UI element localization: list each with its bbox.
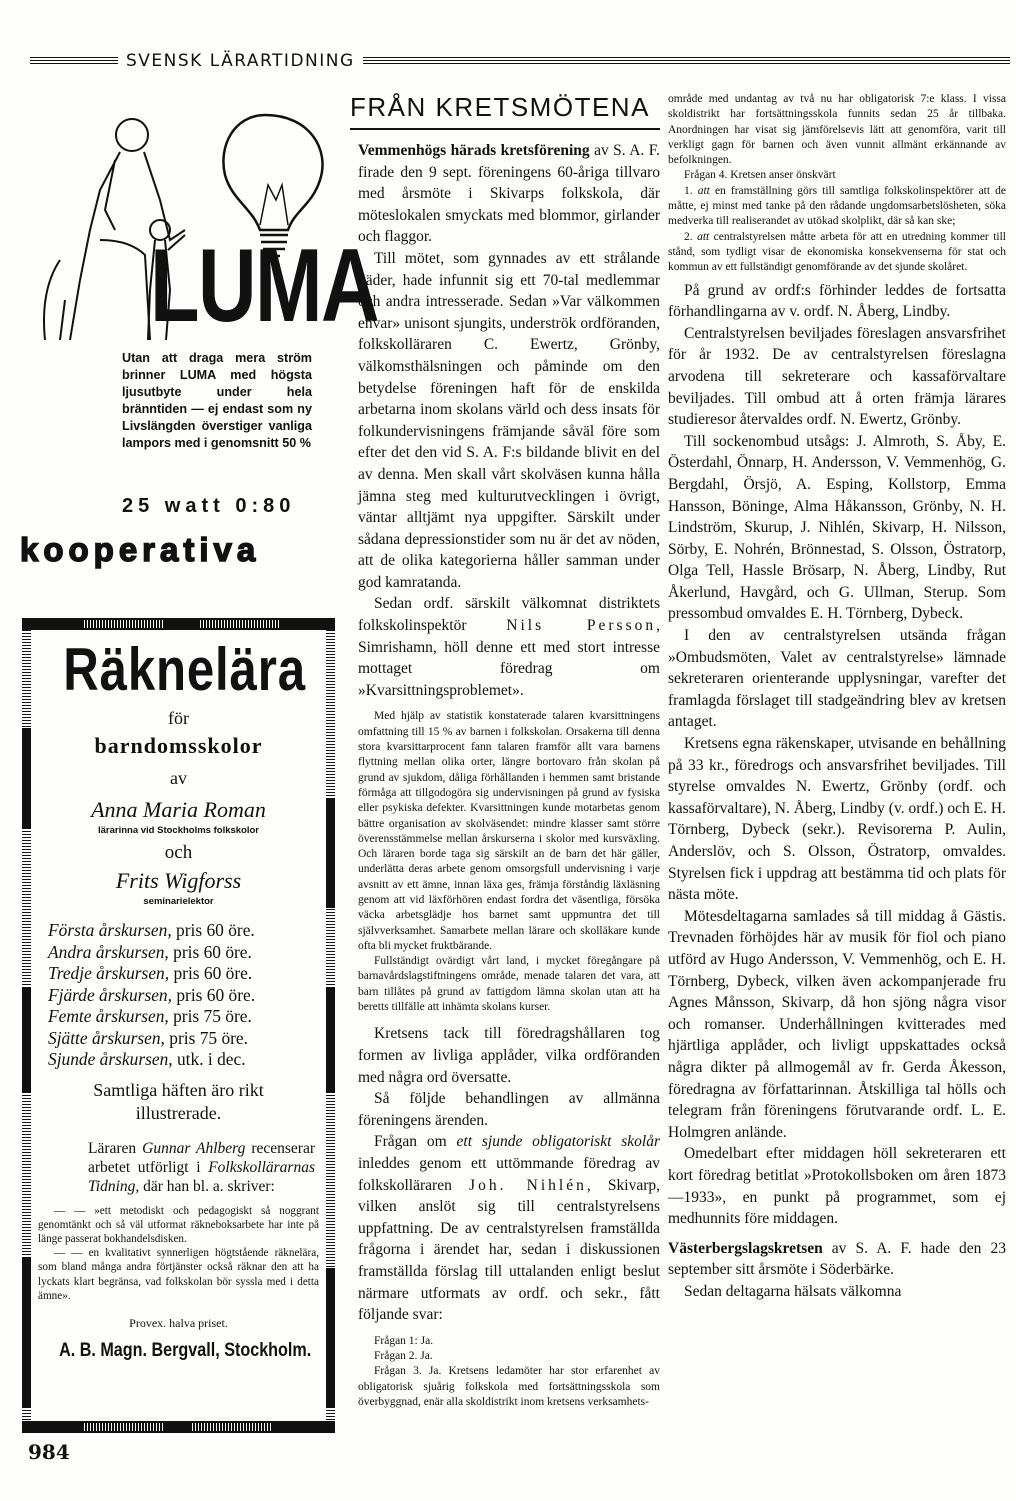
sample-offer: Provex. halva priset. <box>129 1315 228 1330</box>
paragraph: Så följde behandlingen av allmänna föreningens ärenden. <box>358 1090 660 1129</box>
luma-description: Utan att draga mera ström brinner LUMA med högsta ljusutbyte under hela bränntiden — ej endast som ny Livslängden överstiger vanliga lampors med i genomsnitt 50 % <box>122 351 312 450</box>
course-item: Första årskursen, pris 60 öre. <box>48 920 255 940</box>
paragraph: Kretsens egna räkenskaper, utvisande en behållning på 33 kr., föredrogs och ansvarsfrihet beviljades. Till styrelse omvaldes N. Ewertz, Grönby (ordf. och kassaförvaltare), N. Åberg, Lindby (v. ordf.) och E. H. Törnberg, Dybeck (sekr.). Revisorerna P. Aulin, Anderslöv, och S. Olsson, Östratorp, omvaldes. Styrelsen fick i uppdrag att bestämma tid och plats för nästa möte. <box>668 735 1006 904</box>
author-role: lärarinna vid Stockholms folkskolor <box>97 825 260 836</box>
ad-border-block <box>22 1258 31 1408</box>
article-column-middle <box>358 140 660 1410</box>
paragraph: Vemmenhögs härads kretsförening av S. A. F. firade den 9 sept. föreningens 60-åriga tillvaro med årsmöte i Skivarps folkskola, där möteslokalen smyckats med blommor, girlander och flaggor. <box>358 142 660 246</box>
author-name: Anna Maria Roman <box>91 797 266 822</box>
section-title: FRÅN KRETSMÖTENA <box>350 92 650 122</box>
paragraph: I den av centralstyrelsen utsända frågan »Ombudsmöten, Valet av centralstyrelse» lämnade sekreteraren orienterande upplysningar, varefter det framlagda förslaget till stadgeändring blev av kretsen antaget. <box>668 627 1006 731</box>
ad-border-block <box>22 988 31 1093</box>
ad-for: för <box>168 708 189 728</box>
ad-title: Räknelära <box>63 636 306 703</box>
raknelara-advertisement <box>22 618 335 1433</box>
ad-border-block <box>326 988 335 1093</box>
publisher: A. B. Magn. Bergvall, Stockholm. <box>59 1339 312 1361</box>
ad-subtitle: barndomsskolor <box>94 733 263 758</box>
illustrated-note: Samtliga häften äro rikt illustrerade. <box>93 1079 264 1123</box>
paragraph: Till mötet, som gynnades av ett strålande väder, hade infunnit sig ett 70-tal medlemmar och andra intresserade. Sedan »Var välkommen envar» unisont sjungits, underströk ordföranden, folkskolläraren C. Ewertz, Grönby, välkomsthälsningen och påminde om den betydelse föreningen haft för de enskilda arbetarna inom skolans värld och dess insats för folkundervisningens främjande såväl före som efter det den vid S. A. F:s bildande blivit en del av denna. Men skall vårt skolväsen kunna hålla jämna steg med kulturutvecklingen i övrigt, väntar alltjämt nya uppgifter. Särskilt under sådana depressionstider som nu är det av nöden, att de olika kategorierna håller samman under god kamratanda. <box>358 249 660 591</box>
ad-by: av <box>170 768 187 788</box>
paragraph: Omedelbart efter middagen höll sekreteraren ett kort föredrag betitlat »Protokollsboken om åren 1873—1933», en punkt på programmet, som ej medhunnits före middagen. <box>668 1145 1006 1228</box>
paragraph: Mötesdeltagarna samlades så till middag å Gästis. Trevnaden förhöjdes här av musik för fiol och piano utförd av Hugo Andersson, V. Vemmenhög, och E. H. Törnberg, Dybeck, vilken även ackompanjerade fru Agnes Månsson, Skivarp, då hon sjöng några visor och romanser. Underhållningen kvitterades med hjärtliga applåder, och livligt uppskattades också några dikter på allmogemål av fr. Gerda Åkesson, föredragna av författarinnan. Åtskilliga tal hölls och telegram från föreningens förutvarande ordf. L. E. Holmgren anlände. <box>668 907 1006 1141</box>
review-quote: — — »ett metodiskt och pedagogiskt så noggrant genomtänkt och så väl utformat räkneboksarbete har inte på länge passerat bokhandelsdisken. — — en kvalitativt synnerligen högtstående räknelära, som bland många andra förtjänster också räknar den att ha lyckats klart begränsa, vad folkskolan bör syssla med i detta ämne». <box>38 1204 319 1302</box>
article-column-right <box>668 92 1006 1302</box>
answers-list: Frågan 1: Ja. Frågan 2. Ja. Frågan 3. Ja. Kretsens ledamöter har stor erfarenhet av obligatorisk sjuårig folkskola med fortsättningsskola som överbyggnad, enär alla skoldistrikt inom kretsens verksamhets- <box>358 1334 660 1408</box>
answers-continued: område med undantag av två nu har obligatorisk 7:e klass. I vissa skoldistrikt har fortsättningsskola funnits sedan 25 år tillbaka. Anordningen har visat sig jämförelsevis lätt att genomföra, varit till verkligt gagn för barnen och även vunnit allmänt erkännande av befolkningen. Frågan 4. Kretsen anser önskvärt 1. att en framställning görs till samtliga folkskolinspektörer att de måtte, ej minst med tanke på den rådande ungdomsarbetslösheten, söka medverka till realiserandet av utökad skolplikt, där så kan ske; 2. att centralstyrelsen måtte arbeta för att en utredning kommer till stånd, som tydligt visar de ekonomiska konsekvenserna för stat och kommun av ett fullständigt genomförande av det sjunde skolåret. <box>668 93 1007 274</box>
paragraph: Frågan om ett sjunde obligatoriskt skolår inleddes genom ett uttömmande föredrag av folkskolläraren Joh. Nihlén, Skivarp, vilken anslöt sig till centralstyrelsens uppfattning. De av centralstyrelsen framställda frågorna i ärendet har, sedan i diskussionen framställda förslag till uttalanden enligt beslut närmare utformats av ordf. och sekr., fått följande svar: <box>358 1133 660 1324</box>
luma-seller: kooperativa <box>20 531 261 568</box>
ad-and: och <box>164 842 193 863</box>
ad-border-bottom <box>22 1421 335 1433</box>
publication-title: SVENSK LÄRARTIDNING <box>126 51 355 71</box>
paragraph: Centralstyrelsen beviljades föreslagen ansvarsfrihet för år 1932. De av centralstyrelsen föreslagna arvodena till sekreterare och kassaförvaltare beviljades. Till ombud att å orten främja lärares studieresor återvaldes ordf. N. Ewertz, Grönby. <box>668 324 1006 429</box>
luma-price: 25 watt 0:80 <box>122 495 296 517</box>
author-role: seminarielektor <box>143 896 214 907</box>
author-name: Frits Wigforss <box>115 868 242 893</box>
course-item: Fjärde årskursen, pris 60 öre. <box>48 984 256 1005</box>
paragraph: Kretsens tack till föredragshållaren tog formen av livliga applåder, vilka ordföranden med några ord översatte. <box>358 1025 660 1086</box>
review-intro: Läraren Gunnar Ahlberg recenserar arbetet utförligt i Folkskollärarnas Tidning, där han bl. a. skriver: <box>88 1139 315 1195</box>
course-item: Sjunde årskursen, utk. i dec. <box>48 1049 246 1069</box>
page-number: 984 <box>28 1440 70 1464</box>
section-rule <box>350 128 660 130</box>
course-price-list <box>38 920 319 1071</box>
paragraph: På grund av ordf:s förhinder leddes de fortsatta förhandlingarna av v. ordf. N. Åberg, Lindby. <box>668 281 1006 321</box>
lecture-summary: Med hjälp av statistik konstaterade talaren kvarsittningens omfattning till 15 % av barnen i folkskolan. Orsakerna till denna stora kvarsittarprocent fann talaren framför allt vara barnens flyttning mellan olika orter, längre bortovaro från skolan på grund av sjukdom, dåliga förhållanden i hemmen samt bristande förmåga att tillgodogöra sig undervisningen på grund av fysiska eller psykiska defekter. Kvarsittningen kunde motarbetas genom bättre organisation av skolväsendet: mindre klasser samt större överensstämmelse mellan årskurserna i skolor med kursväxling. Och läraren borde taga sig särskilt an de barn det här gäller, underlätta deras arbete genom omsorgsfull undervisning i varje avsnitt av ett ämne, innan läxa ges, främja förståndig läxläsning genom att vid läxförhören endast fordra det väsentliga, försöka väcka arbetsglädje hos barnet samt uppmuntra det till självverksamhet. Samarbete mellan lärare och skolläkare kunde ofta bli mycket fruktbärande. Fullständigt ovärdigt vårt land, i mycket föregångare på barnavårdslagstiftningens område, menade talaren det vara, att barn tillåtes på grund av fattigdom lämna skolan utan att ha beretts tillfälle att inhämta skolans kurser. <box>358 710 660 1014</box>
ad-border-block <box>326 798 335 908</box>
ad-border-top <box>22 618 335 630</box>
luma-logo: LUMA <box>150 228 379 344</box>
running-header <box>30 50 1010 72</box>
paragraph: Sedan deltagarna hälsats välkomna <box>684 1282 902 1300</box>
paragraph: Sedan ordf. särskilt välkomnat distriktets folkskolinspektör Nils Persson, Simrishamn, höll denne ett med stort intresse mottaget föredrag om »Kvarsittningsproblemet». <box>358 595 660 699</box>
course-item: Tredje årskursen, pris 60 öre. <box>48 963 253 983</box>
header-rule <box>363 57 1010 66</box>
ad-border-block <box>326 1268 335 1408</box>
paragraph: Västerbergslagskretsen av S. A. F. hade den 23 september sitt årsmöte i Söderbärke. <box>668 1239 1006 1279</box>
course-item: Andra årskursen, pris 60 öre. <box>48 941 252 962</box>
header-rule <box>30 57 118 66</box>
course-item: Sjätte årskursen, pris 75 öre. <box>48 1027 248 1048</box>
ad-border-block <box>22 728 31 828</box>
paragraph: Till sockenombud utsågs: J. Almroth, S. Åby, E. Österdahl, Önnarp, H. Andersson, V. Vemmenhög, G. Bergdahl, Örsjö, A. Esping, Kollstorp, Emma Hansson, Böninge, Alma Håkansson, Grönby, N. H. Lindström, Skurup, J. Nihlén, Skivarp, H. Nilsson, Sörby, E. Nohrén, Brönnestad, S. Olsson, Östratorp, Olga Tell, Hassle Brösarp, N. Åberg, Lindby, Rut Åkerlund, Havgård, och G. Ullman, Sterup. Som pressombud omvaldes E. H. Törnberg, Dybeck. <box>668 432 1006 623</box>
course-item: Femte årskursen, pris 75 öre. <box>48 1006 252 1026</box>
